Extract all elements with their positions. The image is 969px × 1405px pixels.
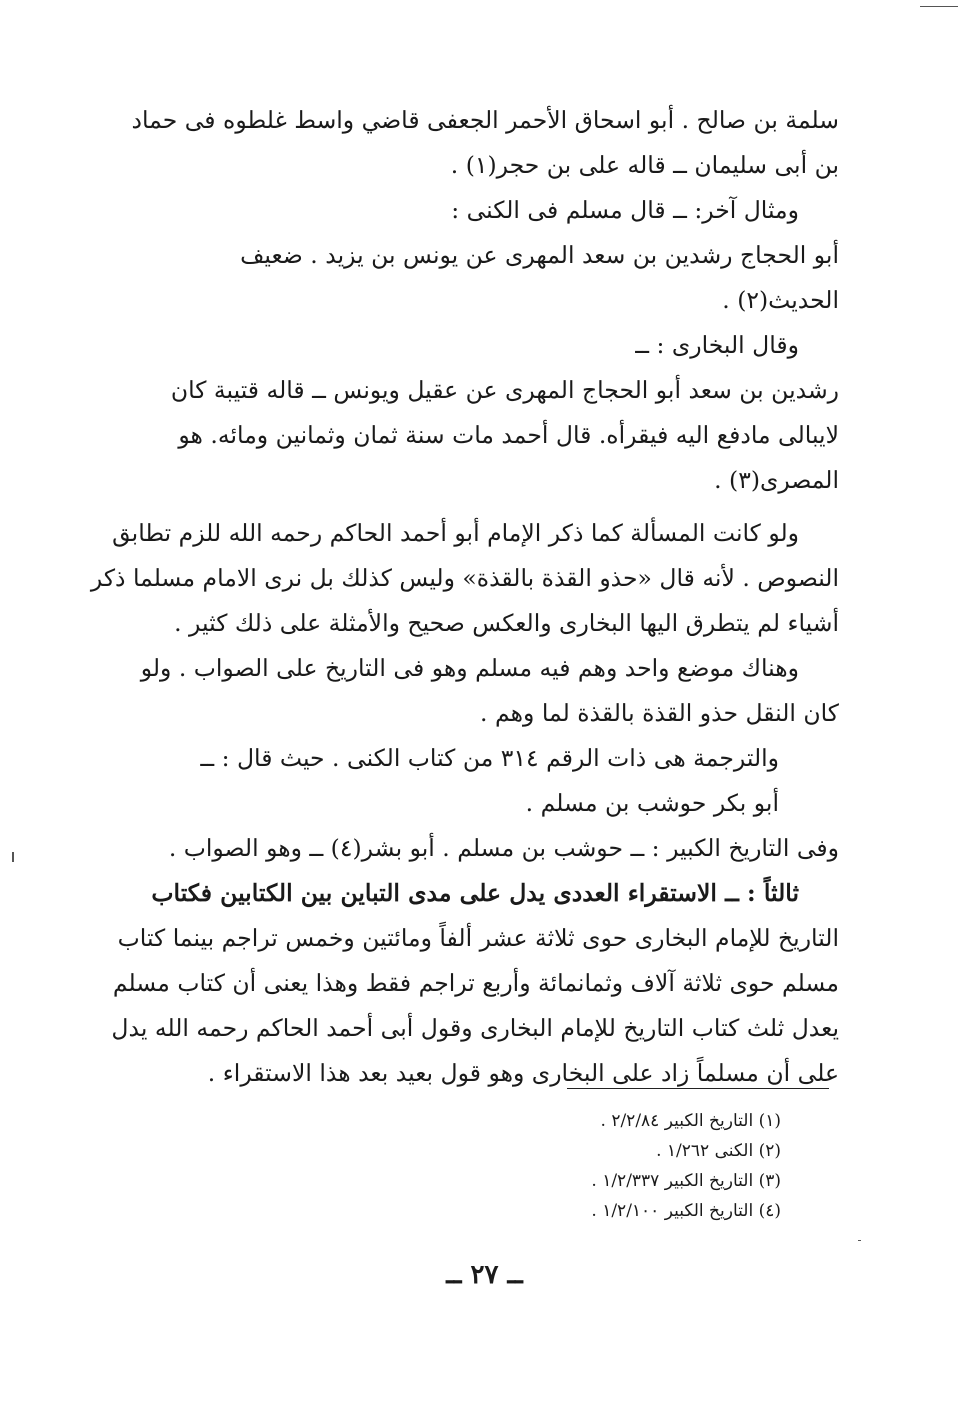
text-line: المصرى(٣) . — [714, 466, 839, 494]
text-line: النصوص . لأنه قال «حذو القذة بالقذة» وليس كذلك بل نرى الامام مسلما ذكر — [90, 564, 839, 592]
footnote-separator — [567, 1088, 829, 1089]
text-line: ثالثاً : ــ الاستقراء العددى يدل على مدى التباين بين الكتابين فكتاب — [151, 879, 799, 907]
text-line: أشياء لم يتطرق اليها البخارى والعكس صحيح والأمثلة على ذلك كثير . — [174, 609, 839, 637]
text-line: مسلم حوى ثلاثة آلاف وثمانمائة وأربع تراجم فقط وهذا يعنى أن كتاب مسلم — [112, 969, 839, 997]
page-number: ــ ٢٧ ــ — [446, 1260, 523, 1290]
text-line: التاريخ للإمام البخارى حوى ثلاثة عشر ألفاً ومائتين وخمس تراجم بينما كتاب — [117, 924, 839, 952]
main-text — [90, 98, 839, 1096]
footnote-4: (٤) التاريخ الكبير ١/٢/١٠٠ . — [591, 1201, 781, 1221]
text-line: لايبالى مادفع اليه فيقرأه. قال أحمد مات سنة ثمان وثمانين ومائه. هو — [178, 421, 839, 449]
footnote-1: (١) التاريخ الكبير ٢/٢/٨٤ . — [600, 1111, 781, 1131]
text-line: على أن مسلماً زاد على البخارى وهو قول بعيد بعد هذا الاستقراء . — [207, 1059, 839, 1087]
scan-mark — [920, 6, 958, 7]
text-line: وهناك موضع واحد وهم فيه مسلم وهو فى التاريخ على الصواب . ولو — [140, 654, 799, 682]
text-line: بن أبى سليمان ــ قاله على بن حجر(١) . — [450, 151, 839, 179]
text-line: أبو بكر حوشب بن مسلم . — [525, 789, 779, 817]
text-line: أبو الحجاج رشدين بن سعد المهرى عن يونس بن يزيد . ضعيف — [240, 241, 839, 269]
text-line: سلمة بن صالح . أبو اسحاق الأحمر الجعفى قاضي واسط غلطوه فى حماد — [131, 106, 839, 134]
text-line: ولو كانت المسألة كما ذكر الإمام أبو أحمد الحاكم رحمه الله للزم تطابق — [112, 519, 799, 547]
scan-mark — [12, 852, 14, 862]
text-line: وقال البخارى : ــ — [635, 331, 799, 359]
text-line: كان النقل حذو القذة بالقذة لما وهم . — [480, 699, 839, 727]
text-line: رشدين بن سعد أبو الحجاج المهرى عن عقيل ويونس ــ قاله قتيبة كان — [170, 376, 839, 404]
footnotes — [381, 1106, 781, 1226]
footnote-2: (٢) الكنى ١/٢٦٢ . — [656, 1141, 781, 1161]
text-line: يعدل ثلث كتاب التاريخ للإمام البخارى وقول أبى أحمد الحاكم رحمه الله يدل — [111, 1014, 839, 1042]
text-line: والترجمة هى ذات الرقم ٣١٤ من كتاب الكنى . حيث قال : ــ — [200, 744, 779, 772]
text-line: الحديث(٢) . — [722, 286, 839, 314]
text-line: وفى التاريخ الكبير : ــ حوشب بن مسلم . أبو بشر(٤) ــ وهو الصواب . — [168, 834, 839, 862]
footnote-3: (٣) التاريخ الكبير ١/٢/٣٣٧ . — [591, 1171, 781, 1191]
scan-mark — [858, 1240, 861, 1241]
text-line: ومثال آخر: ــ قال مسلم فى الكنى : — [451, 196, 799, 224]
